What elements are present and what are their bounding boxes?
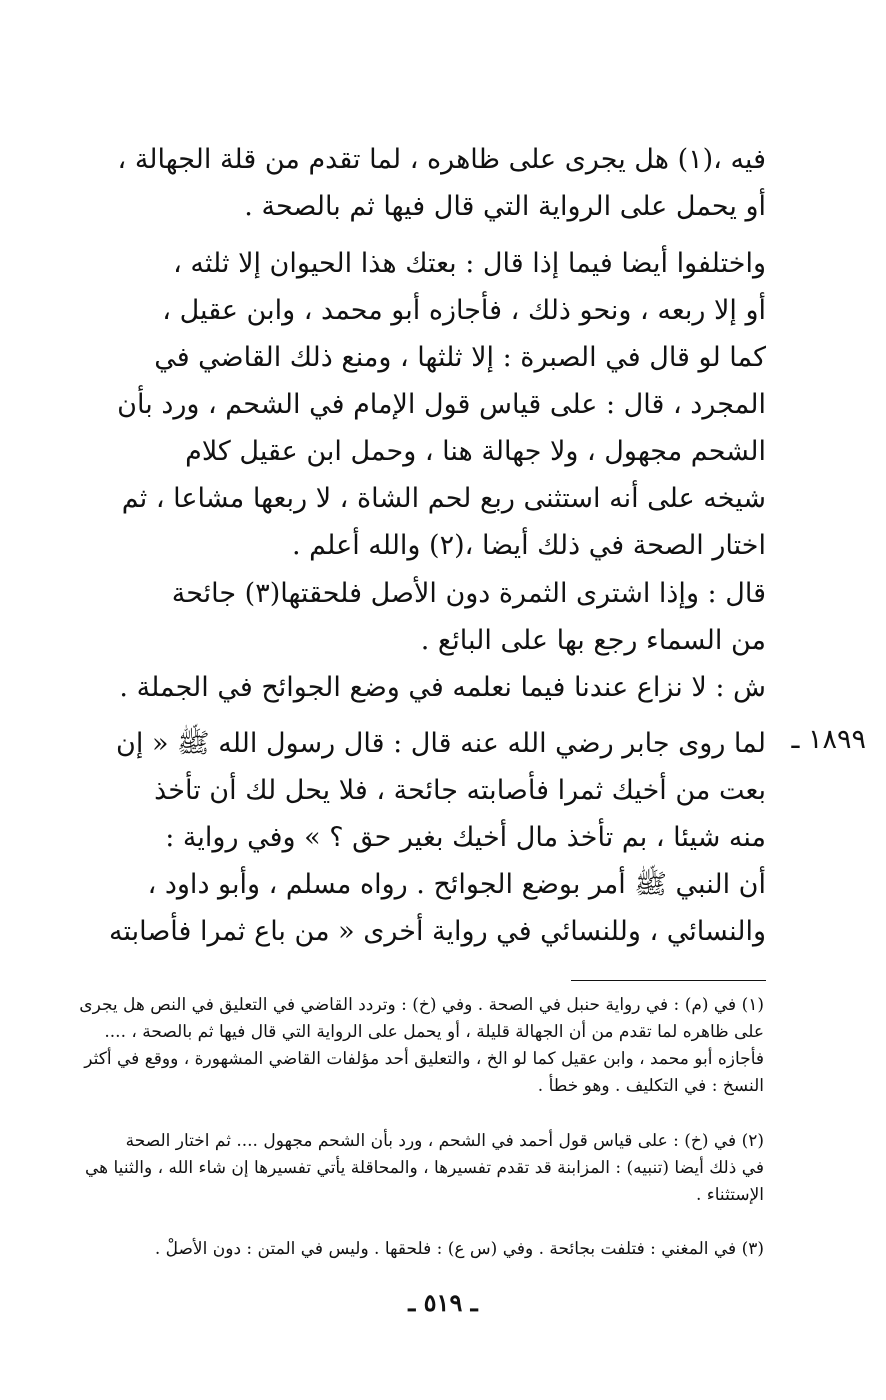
text-line: واختلفوا أيضا فيما إذا قال : بعتك هذا الحيوان إلا ثلثه ،: [173, 248, 766, 279]
text-line: اختار الصحة في ذلك أيضا ،(٢) والله أعلم .: [292, 530, 766, 561]
footnote-line: (٢) في (خ) : على قياس قول أحمد في الشحم ، ورد بأن الشحم مجهول .... ثم اختار الصحة: [125, 1131, 764, 1151]
footnote-1: [79, 992, 764, 1100]
paragraph-1: [117, 136, 766, 230]
paragraph-4: [119, 664, 766, 711]
text-line: فيه ،(١) هل يجرى على ظاهره ، لما تقدم من قلة الجهالة ،: [117, 144, 766, 175]
footnote-line: الإستثناء .: [695, 1185, 764, 1205]
footnote-line: على ظاهره لما تقدم من أن الجهالة قليلة ، أو يحمل على الرواية التي قال فيها ثم بالصحة ، ....: [104, 1022, 764, 1042]
text-line: أو يحمل على الرواية التي قال فيها ثم بالصحة .: [244, 191, 766, 222]
hadith-paragraph: [108, 720, 766, 955]
text-line: بعت من أخيك ثمرا فأصابته جائحة ، فلا يحل لك أن تأخذ: [154, 775, 766, 806]
footnote-line: فأجازه أبو محمد ، وابن عقيل كما لو الخ ، والتعليق أحد مؤلفات القاضي المشهورة ، ووقع في أكثر: [84, 1049, 764, 1069]
footnote-line: (١) في (م) : في رواية حنبل في الصحة . وفي (خ) : وتردد القاضي في التعليق في النص هل يجرى: [79, 995, 764, 1015]
text-line: قال : وإذا اشترى الثمرة دون الأصل فلحقتها(٣) جائحة: [171, 578, 766, 609]
text-line: ش : لا نزاع عندنا فيما نعلمه في وضع الجوائح في الجملة .: [119, 672, 766, 703]
text-line: شيخه على أنه استثنى ربع لحم الشاة ، لا ربعها مشاعا ، ثم: [121, 483, 766, 514]
text-line: لما روى جابر رضي الله عنه قال : قال رسول الله ﷺ « إن: [116, 728, 766, 759]
footnote-3: [108, 1236, 764, 1263]
footnote-2: [84, 1128, 764, 1209]
text-line: منه شيئا ، بم تأخذ مال أخيك بغير حق ؟ » وفي رواية :: [165, 822, 766, 853]
footnote-divider: [571, 980, 766, 981]
footnote-line: النسخ : في التكليف . وهو خطأ .: [537, 1076, 764, 1096]
text-line: الشحم مجهول ، ولا جهالة هنا ، وحمل ابن عقيل كلام: [185, 436, 766, 467]
footnote-line: في ذلك أيضا (تنبيه) : المزابنة قد تقدم تفسيرها ، والمحاقلة يأتي تفسيرها إن شاء الله ، والثنيا هي: [84, 1158, 764, 1178]
text-line: أن النبي ﷺ أمر بوضع الجوائح . رواه مسلم ، وأبو داود ،: [147, 869, 766, 900]
text-line: المجرد ، قال : على قياس قول الإمام في الشحم ، ورد بأن: [117, 389, 766, 420]
paragraph-2: [117, 240, 766, 569]
text-line: كما لو قال في الصبرة : إلا ثلثها ، ومنع ذلك القاضي في: [154, 342, 766, 373]
footnote-line: (٣) في المغني : فتلفت بجائحة . وفي (س ع) : فلحقها . وليس في المتن : دون الأصلْ .: [154, 1239, 764, 1259]
paragraph-3: [171, 570, 766, 664]
page-number: ـ ٥١٩ ـ: [408, 1288, 478, 1317]
hadith-number: ١٨٩٩ ـ: [791, 724, 866, 755]
text-line: أو إلا ربعه ، ونحو ذلك ، فأجازه أبو محمد ، وابن عقيل ،: [162, 295, 766, 326]
text-line: والنسائي ، وللنسائي في رواية أخرى « من باع ثمرا فأصابته: [108, 916, 766, 947]
text-line: من السماء رجع بها على البائع .: [420, 625, 766, 656]
